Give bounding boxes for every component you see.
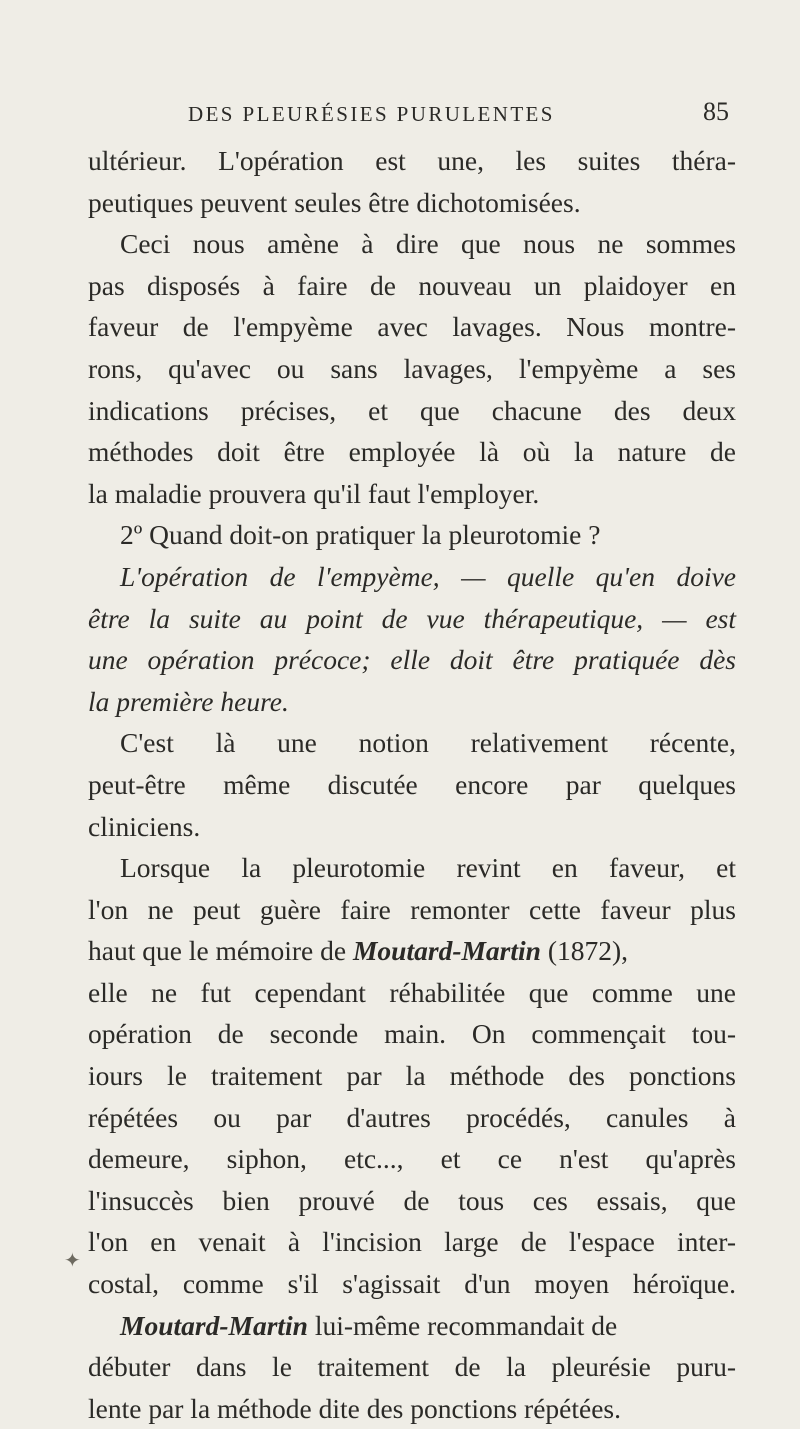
text-line: lente par la méthode dite des ponctions répétées. [88, 1392, 622, 1424]
text-line: Lorsque la pleurotomie revint en faveur, et [120, 852, 736, 884]
text-line [88, 930, 736, 972]
text-line: rons, qu'avec ou sans lavages, l'empyème a ses [88, 352, 736, 384]
text-line: elle ne fut cependant réhabilitée que comme une [88, 976, 736, 1008]
text-line: faveur de l'empyème avec lavages. Nous montre- [88, 311, 736, 343]
text-line: méthodes doit être employée là où la nature de [88, 436, 736, 468]
text-line: cliniciens. [88, 810, 201, 842]
text-line-italic: la première heure. [88, 685, 289, 717]
text-line: la maladie prouvera qu'il faut l'employer. [88, 477, 540, 509]
text-line: costal, comme s'il s'agissait d'un moyen héroïque. [88, 1268, 736, 1300]
text-line: Ceci nous amène à dire que nous ne sommes [120, 228, 736, 260]
body-text [88, 140, 736, 1429]
text-line: indications précises, et que chacune des deux [88, 394, 736, 426]
text-line: opération de seconde main. On commençait tou- [88, 1018, 736, 1050]
text-line: débuter dans le traitement de la pleurésie puru- [88, 1351, 736, 1383]
text-fragment: (1872), [540, 935, 629, 967]
author-name: Moutard-Martin [352, 935, 541, 967]
text-line: peutiques peuvent seules être dichotomisées. [88, 186, 581, 218]
text-line-italic: être la suite au point de vue thérapeutique, — est [88, 602, 736, 634]
text-line: iours le traitement par la méthode des ponctions [88, 1060, 736, 1092]
text-line-italic: une opération précoce; elle doit être pratiquée dès [88, 644, 736, 676]
text-fragment: lui-même recommandait de [307, 1309, 618, 1341]
section-heading: 2º Quand doit-on pratiquer la pleurotomie ? [120, 519, 601, 551]
text-line-italic: L'opération de l'empyème, — quelle qu'en doive [120, 560, 736, 592]
text-line: ultérieur. L'opération est une, les suites théra- [88, 145, 736, 176]
text-fragment: haut que le mémoire de [88, 935, 353, 967]
text-line: peut-être même discutée encore par quelques [88, 768, 736, 800]
author-name: Moutard-Martin [120, 1309, 308, 1341]
text-line: l'on en venait à l'incision large de l'espace inter- [88, 1226, 736, 1258]
text-line: pas disposés à faire de nouveau un plaidoyer en [88, 269, 736, 301]
margin-mark-icon: ✦ [64, 1250, 81, 1272]
text-line: demeure, siphon, etc..., et ce n'est qu'après [88, 1143, 736, 1175]
page-number: 85 [703, 97, 729, 126]
text-line: répétées ou par d'autres procédés, canules à [88, 1101, 736, 1133]
text-line: C'est là une notion relativement récente, [120, 727, 736, 759]
text-line: l'insuccès bien prouvé de tous ces essais, que [88, 1184, 736, 1216]
text-line: l'on ne peut guère faire remonter cette faveur plus [88, 893, 736, 925]
text-line [88, 1305, 736, 1347]
running-head: DES PLEURÉSIES PURULENTES [188, 102, 555, 126]
